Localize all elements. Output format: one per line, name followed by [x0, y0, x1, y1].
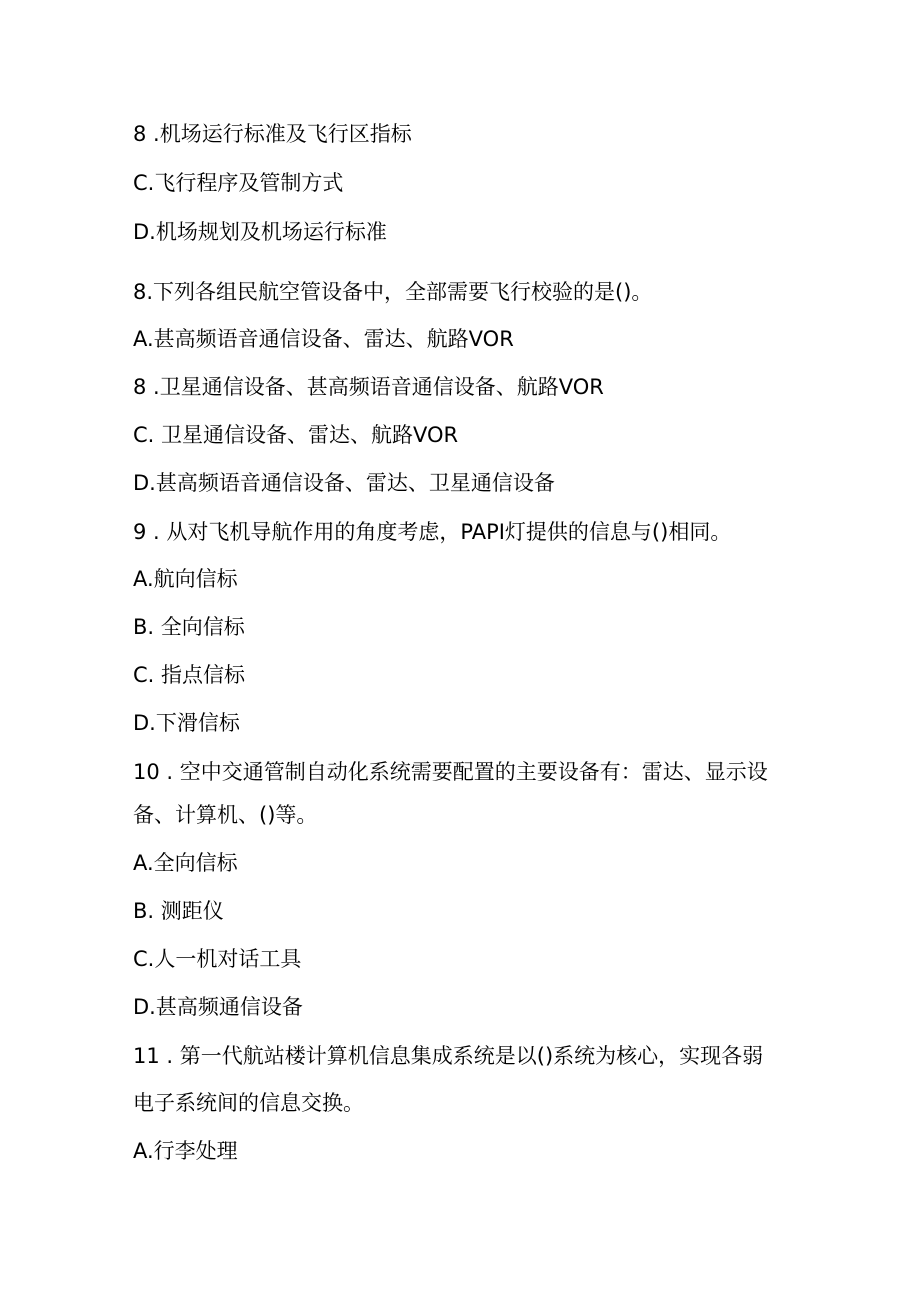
option-b-q10: B. 测距仪 [133, 899, 224, 923]
option-b-q9: B. 全向信标 [133, 615, 245, 639]
question-11-cont: 电子系统间的信息交换。 [133, 1091, 364, 1115]
option-c-q9: C. 指点信标 [133, 663, 246, 687]
option-d-q7: D.机场规划及机场运行标准 [133, 220, 387, 244]
option-c-q10: C.人一机对话工具 [133, 947, 302, 971]
question-11: 11 . 第一代航站楼计算机信息集成系统是以()系统为核心，实现各弱 [133, 1044, 764, 1068]
option-c-q7: C.飞行程序及管制方式 [133, 171, 344, 195]
option-a-q8: A.甚高频语音通信设备、雷达、航路VOR [133, 327, 514, 351]
question-9: 9 . 从对飞机导航作用的角度考虑，PAPI灯提供的信息与()相同。 [133, 520, 732, 544]
question-10-cont: 备、计算机、()等。 [133, 803, 318, 827]
option-a-q11: A.行李处理 [133, 1139, 238, 1163]
option-d-q9: D.下滑信标 [133, 711, 240, 735]
question-8: 8.下列各组民航空管设备中，全部需要飞行校验的是()。 [133, 280, 653, 304]
option-d-q8: D.甚高频语音通信设备、雷达、卫星通信设备 [133, 471, 555, 495]
option-b-q7: 8 .机场运行标准及飞行区指标 [133, 122, 412, 146]
option-a-q10: A.全向信标 [133, 851, 238, 875]
option-a-q9: A.航向信标 [133, 567, 238, 591]
option-b-q8: 8 .卫星通信设备、甚高频语音通信设备、航路VOR [133, 375, 604, 399]
question-10: 10 . 空中交通管制自动化系统需要配置的主要设备有：雷达、显示设 [133, 760, 768, 784]
option-d-q10: D.甚高频通信设备 [133, 995, 303, 1019]
option-c-q8: C. 卫星通信设备、雷达、航路VOR [133, 423, 459, 447]
